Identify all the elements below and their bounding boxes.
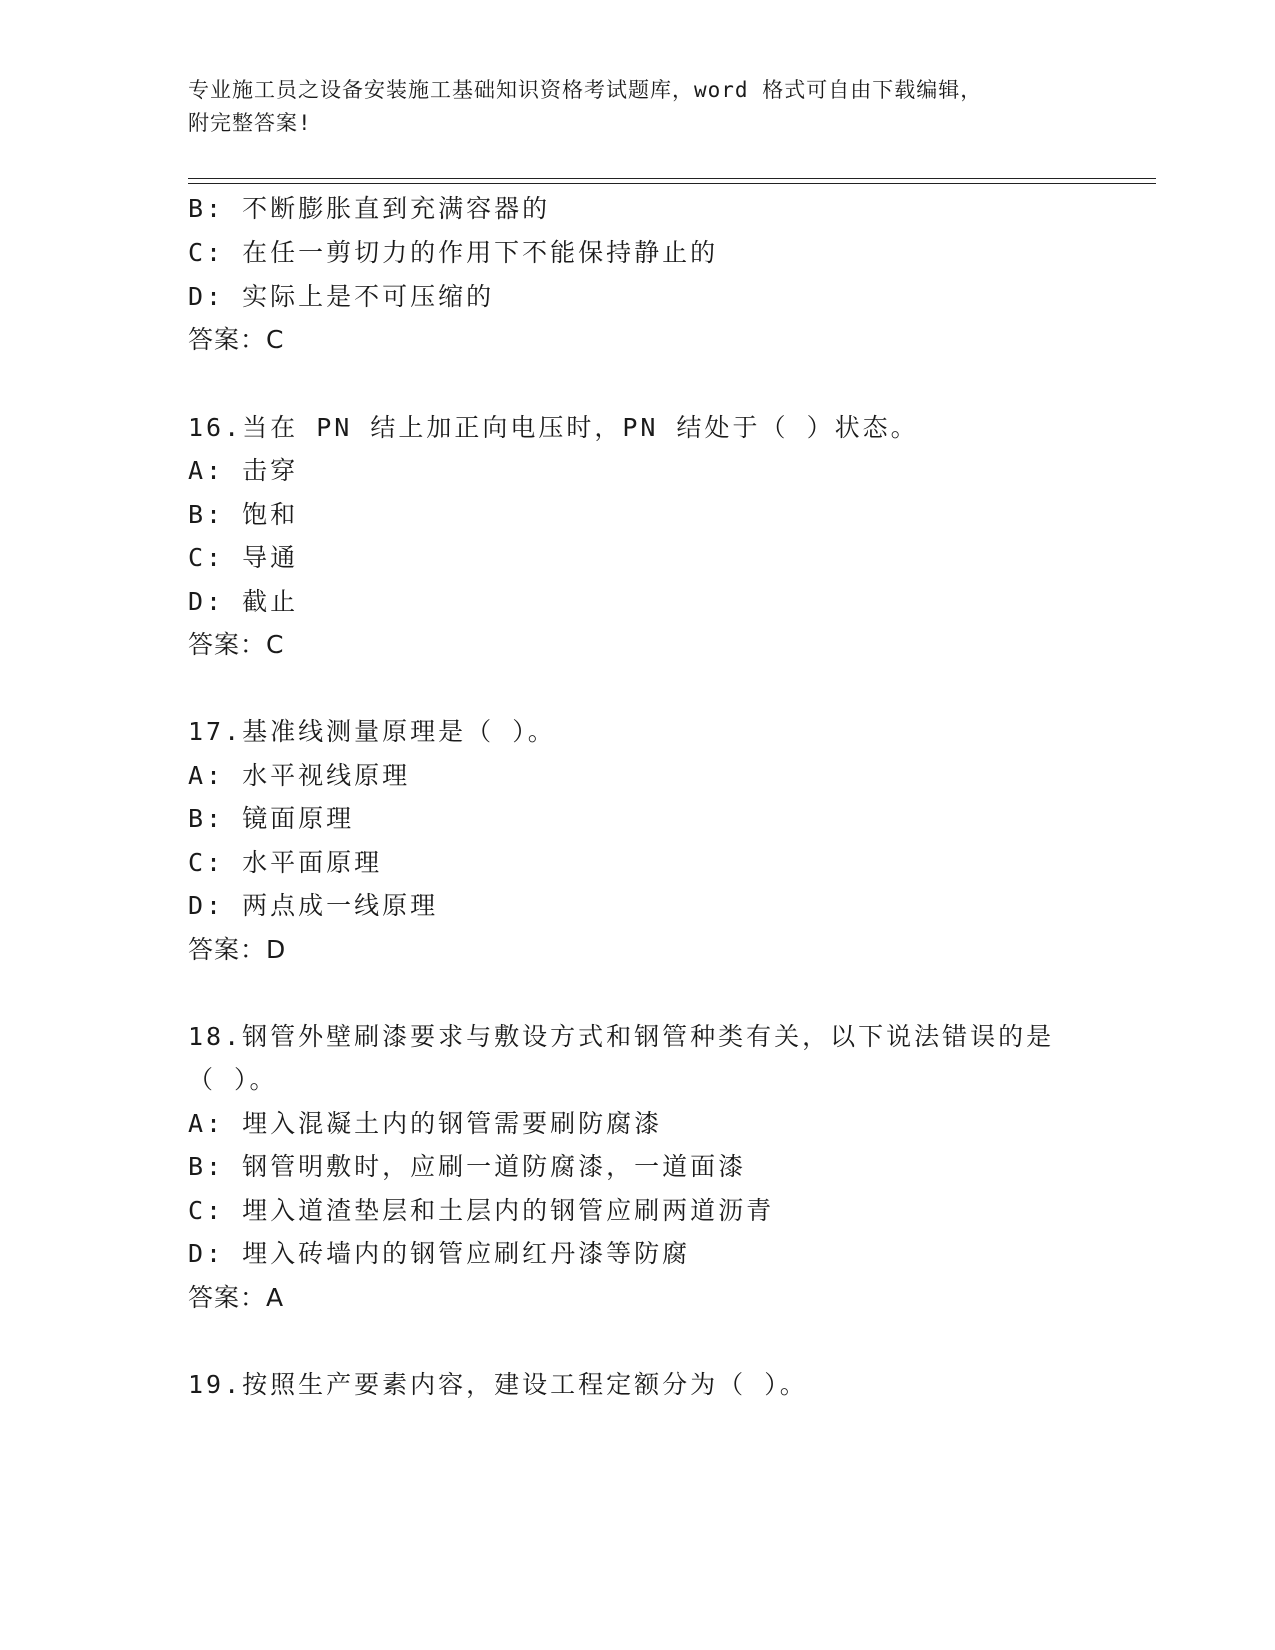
- q17-option-a: A: 水平视线原理: [188, 761, 411, 790]
- q16-option-b: B: 饱和: [188, 500, 299, 529]
- q17-option-d: D: 两点成一线原理: [188, 891, 439, 920]
- header-divider-top: [188, 178, 1156, 179]
- q19-question: 19.按照生产要素内容，建设工程定额分为（ ）。: [188, 1370, 808, 1399]
- q18-option-b: B: 钢管明敷时，应刷一道防腐漆，一道面漆: [188, 1152, 747, 1181]
- header-divider-bottom: [188, 183, 1156, 184]
- q15-answer: 答案：C: [188, 325, 285, 354]
- q16-answer: 答案：C: [188, 630, 285, 659]
- q16-option-c: C: 导通: [188, 543, 299, 572]
- q15-option-b: B: 不断膨胀直到充满容器的: [188, 194, 551, 223]
- q16-question: 16.当在 PN 结上加正向电压时，PN 结处于（ ）状态。: [188, 413, 919, 442]
- q18-question-line-2: （ ）。: [188, 1065, 278, 1094]
- q17-option-c: C: 水平面原理: [188, 848, 383, 877]
- q18-option-d: D: 埋入砖墙内的钢管应刷红丹漆等防腐: [188, 1239, 691, 1268]
- header-line-2: 附完整答案!: [188, 111, 312, 135]
- q15-option-c: C: 在任一剪切力的作用下不能保持静止的: [188, 238, 719, 267]
- q15-option-d: D: 实际上是不可压缩的: [188, 282, 495, 311]
- document-header: [188, 74, 1088, 140]
- q16-option-d: D: 截止: [188, 587, 299, 616]
- q17-option-b: B: 镜面原理: [188, 804, 355, 833]
- q17-answer: 答案：D: [188, 935, 287, 964]
- q18-answer: 答案：A: [188, 1283, 285, 1312]
- header-line-1: 专业施工员之设备安装施工基础知识资格考试题库，word 格式可自由下载编辑，: [188, 78, 983, 102]
- q18-question-line-1: 18.钢管外壁刷漆要求与敷设方式和钢管种类有关，以下说法错误的是: [188, 1022, 1055, 1051]
- q18-option-c: C: 埋入道渣垫层和土层内的钢管应刷两道沥青: [188, 1196, 775, 1225]
- q16-option-a: A: 击穿: [188, 456, 299, 485]
- q18-option-a: A: 埋入混凝土内的钢管需要刷防腐漆: [188, 1109, 663, 1138]
- q17-question: 17.基准线测量原理是（ ）。: [188, 717, 556, 746]
